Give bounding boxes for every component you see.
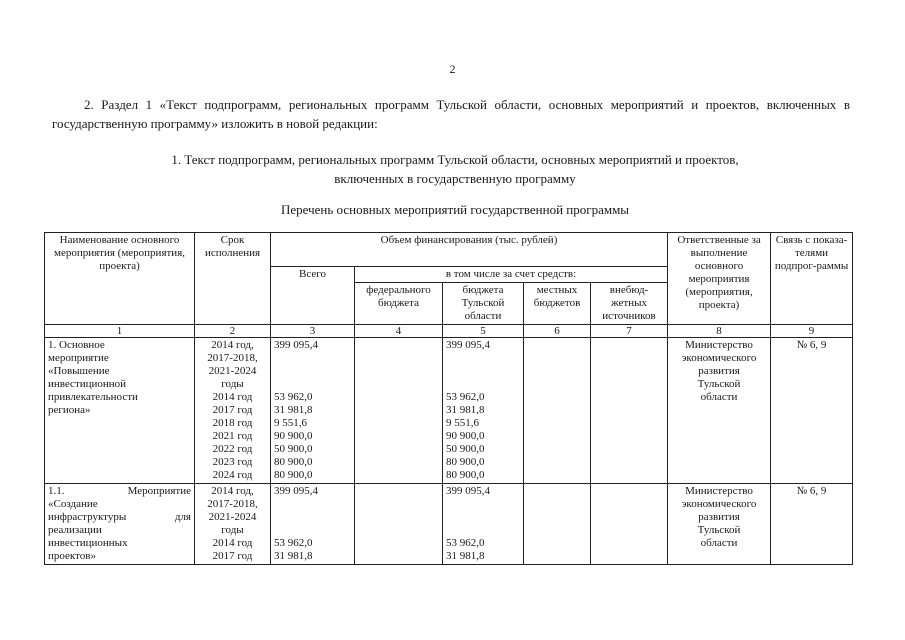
page-number: 2 <box>449 62 456 76</box>
activity-years: 2014 год, 2017-2018, 2021-2024 годы 2014 год 2017 год <box>195 484 271 565</box>
header-responsible: Ответственные за выполнение основного мероприятия (мероприятия, проекта) <box>668 233 771 325</box>
col-number: 9 <box>771 325 853 338</box>
activity-federal <box>355 484 443 565</box>
activity-total: 399 095,4 53 962,0 31 981,8 9 551,6 90 900,0 50 900,0 80 900,0 80 900,0 <box>271 338 355 484</box>
section-heading-line-2: включенных в государственную программу <box>334 171 576 186</box>
activity-responsible: Министерство экономического развития Тульской области <box>668 484 771 565</box>
activity-name: 1.1. Мероприятие «Создание инфраструктуры для реализации инвестиционных проектов» <box>45 484 195 565</box>
activity-total: 399 095,4 53 962,0 31 981,8 <box>271 484 355 565</box>
col-number: 3 <box>271 325 355 338</box>
activity-link: № 6, 9 <box>771 484 853 565</box>
col-number: 1 <box>45 325 195 338</box>
column-numbers-row <box>45 325 853 338</box>
header-regional: бюджета Тульской области <box>443 283 524 325</box>
section-heading <box>60 150 850 188</box>
header-total: Всего <box>271 267 355 325</box>
activity-name: 1. Основное мероприятие «Повышение инвестиционной привлекательности региона» <box>45 338 195 484</box>
header-including: в том числе за счет средств: <box>355 267 668 283</box>
header-name: Наименование основного мероприятия (мероприятия, проекта) <box>45 233 195 325</box>
header-extra: внебюд-жетных источников <box>591 283 668 325</box>
activity-regional: 399 095,4 53 962,0 31 981,8 9 551,6 90 900,0 50 900,0 80 900,0 80 900,0 <box>443 338 524 484</box>
activities-table <box>44 232 853 565</box>
header-federal: федерального бюджета <box>355 283 443 325</box>
col-number: 6 <box>524 325 591 338</box>
header-local: местных бюджетов <box>524 283 591 325</box>
list-heading: Перечень основных мероприятий государственной программы <box>280 202 630 217</box>
header-funding: Объем финансирования (тыс. рублей) <box>271 233 668 267</box>
activity-local <box>524 338 591 484</box>
col-number: 5 <box>443 325 524 338</box>
activity-extra <box>591 484 668 565</box>
activity-extra <box>591 338 668 484</box>
activity-regional: 399 095,4 53 962,0 31 981,8 <box>443 484 524 565</box>
activity-responsible: Министерство экономического развития Тульской области <box>668 338 771 484</box>
col-number: 2 <box>195 325 271 338</box>
col-number: 4 <box>355 325 443 338</box>
table-row <box>45 338 853 484</box>
header-term: Срок исполнения <box>195 233 271 325</box>
activity-link: № 6, 9 <box>771 338 853 484</box>
section-heading-line-1: 1. Текст подпрограмм, региональных программ Тульской области, основных мероприятий и проектов, <box>171 152 739 167</box>
activity-local <box>524 484 591 565</box>
col-number: 7 <box>591 325 668 338</box>
header-link: Связь с показа-телями подпрог-раммы <box>771 233 853 325</box>
table-row <box>45 484 853 565</box>
activity-years: 2014 год, 2017-2018, 2021-2024 годы 2014 год 2017 год 2018 год 2021 год 2022 год 2023 год 2024 год <box>195 338 271 484</box>
amendment-paragraph: 2. Раздел 1 «Текст подпрограмм, региональных программ Тульской области, основных мероприятий и проектов, включенных в государственную программу» изложить в новой редакции: <box>52 97 850 131</box>
col-number: 8 <box>668 325 771 338</box>
activity-federal <box>355 338 443 484</box>
